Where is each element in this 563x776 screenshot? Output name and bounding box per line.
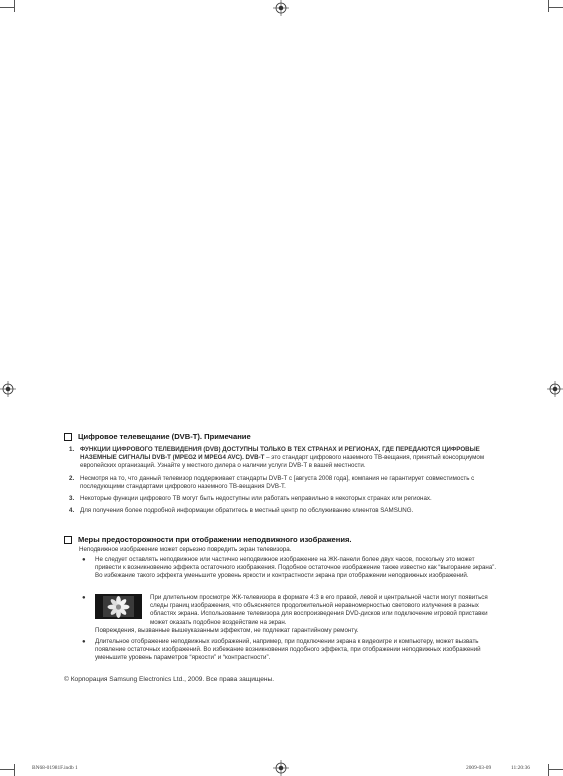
crop-mark [549,7,563,8]
crop-mark [14,0,15,12]
registration-mark-icon [273,0,289,16]
registration-mark-icon [273,760,289,776]
crop-mark [548,0,549,12]
crop-mark [549,769,563,770]
bullet-text: Длительное отображение неподвижных изображений, например, при подключении экрана к видеоигре и компьютеру, может вызвать появление остаточных изображений. Во избежание возникновения подобного эффекта, при отображении неподвижных изображений уменьшите уровень параметров “яркости” и “контрастности”. [95,638,481,662]
section-dvb-title: Цифровое телевещание (DVB-T). Примечание [78,432,251,441]
list-item: 2. Несмотря на то, что данный телевизор поддерживает стандарты DVB-T с [августа 2008 года], компания не гарантирует совместимость с последующими стандартами цифрового наземного ТВ-вещания DVB-T. [69,474,475,490]
bullet-text-tail: Повреждения, вызванные вышеуказанным эффектом, не подлежат гарантийному ремонту. [95,627,359,634]
registration-mark-icon [0,381,16,397]
crop-mark [0,769,14,770]
slug-date: 2009-03-09 [466,765,492,771]
bullet-icon: ● [82,557,86,563]
bullet-text: При длительном просмотре ЖК-телевизора в формате 4:3 в его правой, левой и центральной части могут появиться следы границ изображения, что объясняется продолжительной неравномерностью светового излучения в разных областях экрана. Использование телевизора для воспроизведения DVD-дисков или подключение игровой приставки может оказать подобное воздействие на экран. [150,594,488,626]
slug-filename: BN68-01981F.indb 1 [32,765,78,771]
slug-time: 11:20:36 [511,765,530,771]
still-intro: Неподвижное изображение может серьезно повредить экран телевизора. [79,546,292,553]
list-item: 1. ФУНКЦИИ ЦИФРОВОГО ТЕЛЕВИДЕНИЯ (DVB) ДОСТУПНЫ ТОЛЬКО В ТЕХ СТРАНАХ И РЕГИОНАХ, ГДЕ ПЕРЕДАЮТСЯ ЦИФРОВЫЕ НАЗЕМНЫЕ СИГНАЛЫ DVB-T (MPEG2 И MPEG4 AVC). DVB-T – это стандарт цифрового наземного ТВ-вещания, принятый консорциумом европейских организаций. Узнайте у местного дилера о наличии услуги DVB-T в вашей местности. [69,446,485,470]
crop-mark [14,764,15,776]
copyright-text: © Корпорация Samsung Electronics Ltd., 2009. Все права защищены. [64,676,275,683]
crop-mark [0,7,14,8]
checkbox-icon [64,433,72,441]
bullet-icon: ● [82,595,86,601]
dvb-notes-list [69,446,490,519]
crop-mark [548,764,549,776]
bullet-icon: ● [82,639,86,645]
flower-screen-image [95,594,142,619]
list-item: 4. Для получения более подробной информации обратитесь в местный центр по обслуживанию клиентов SAMSUNG. [69,507,414,515]
checkbox-icon [64,536,72,544]
registration-mark-icon [547,381,563,397]
bullet-text: Не следует оставлять неподвижное или частично неподвижное изображение на ЖК-панели более двух часов, поскольку это может привести к возникновению эффекта остаточного изображения. Подобное остаточное изображение также известно как “выгорание экрана”. Во избежание такого эффекта уменьшите уровень яркости и контрастности экрана при отображении неподвижных изображений. [95,556,497,580]
section-heading-dvb [64,432,251,441]
list-item: 3. Некоторые функции цифрового ТВ могут быть недоступны или работать неправильно в некоторых странах или регионах. [69,495,432,503]
section-heading-still-image [64,535,352,544]
section-still-title: Меры предосторожности при отображении неподвижного изображения. [78,535,352,544]
